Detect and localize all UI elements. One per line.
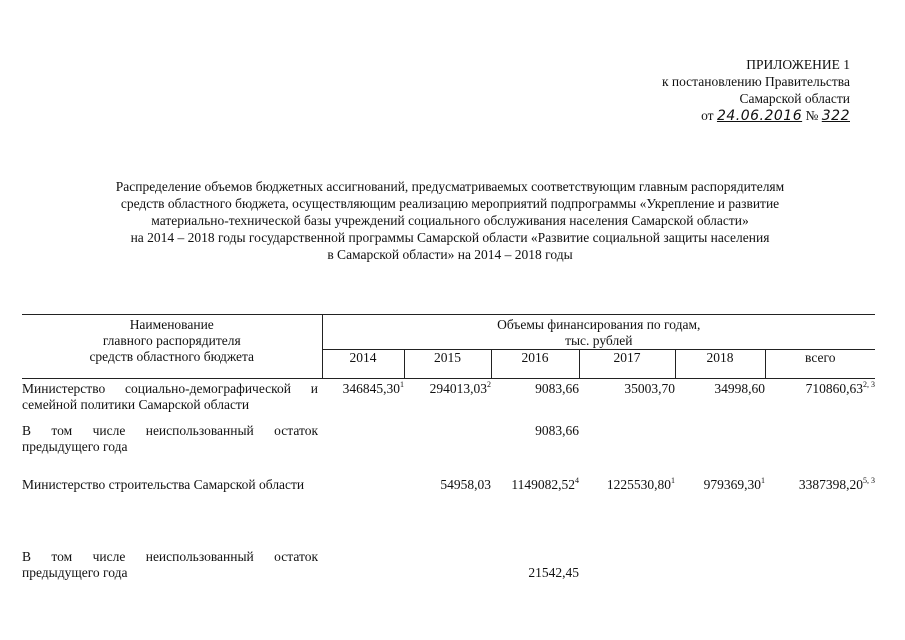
value-2015 (404, 421, 491, 475)
value-2015 (404, 529, 491, 581)
value-number: 54958,03 (440, 477, 491, 492)
footnote-ref: 4 (575, 476, 579, 485)
value-number: 294013,03 (429, 381, 487, 396)
funding-header (322, 315, 875, 350)
annex-block (600, 56, 850, 125)
title-line: Распределение объемов бюджетных ассигнований, предусматриваемых соответствующим главным распорядителям (115, 179, 785, 194)
total-header: всего (765, 350, 875, 379)
value-2018 (675, 475, 765, 529)
value-2018 (675, 421, 765, 475)
value-2018 (675, 529, 765, 581)
year-header: 2016 (491, 350, 579, 379)
value-total (765, 475, 875, 529)
value-number: 9083,66 (535, 381, 579, 396)
value-2014 (322, 475, 404, 529)
value-2014 (322, 379, 404, 422)
value-2017 (579, 421, 675, 475)
value-2016 (491, 529, 579, 581)
row-name: Министерство социально-демографической и семейной политики Самарской области (22, 381, 318, 412)
funding-header-line: тыс. рублей (565, 333, 633, 348)
value-2017 (579, 379, 675, 422)
value-2016 (491, 475, 579, 529)
footnote-ref: 1 (400, 380, 404, 389)
value-number: 34998,60 (714, 381, 765, 396)
date-prefix: от (701, 108, 714, 123)
year-header: 2015 (404, 350, 491, 379)
title-line: материально-технической базы учреждений социального обслуживания населения Самарской области» (151, 213, 749, 228)
title-line: на 2014 – 2018 годы государственной программы Самарской области «Развитие социальной защиты населения (130, 230, 770, 245)
value-number: 710860,63 (805, 381, 863, 396)
table-row (22, 421, 875, 475)
annex-line-2: Самарской области (739, 91, 850, 106)
title-line: в Самарской области» на 2014 – 2018 годы (327, 247, 573, 262)
value-2017 (579, 529, 675, 581)
value-number: 3387398,20 (798, 477, 863, 492)
table-header-row (22, 315, 875, 350)
footnote-ref: 1 (761, 476, 765, 485)
value-number: 35003,70 (624, 381, 675, 396)
document-title (30, 178, 870, 263)
row-name: Министерство строительства Самарской области (22, 477, 305, 492)
value-total (765, 529, 875, 581)
handwritten-number: 322 (821, 108, 850, 124)
footnote-ref: 2 (487, 380, 491, 389)
year-header: 2017 (579, 350, 675, 379)
row-name-text: В том числе неиспользованный остаток предыдущего года (22, 549, 318, 580)
name-header-line: главного распорядителя (102, 333, 241, 348)
name-column-header (22, 315, 322, 379)
number-prefix: № (805, 108, 819, 123)
row-name: В том числе неиспользованный остаток предыдущего года (22, 423, 318, 454)
footnote-ref: 2, 3 (863, 380, 875, 389)
value-2014 (322, 421, 404, 475)
annex-line-1: к постановлению Правительства (661, 74, 850, 89)
value-number: 1149082,52 (511, 477, 575, 492)
footnote-ref: 5, 3 (863, 476, 875, 485)
row-name (22, 529, 322, 581)
value-number: 979369,30 (703, 477, 761, 492)
table-row (22, 475, 875, 529)
value-total (765, 379, 875, 422)
annex-date-line (600, 107, 850, 125)
value-number: 9083,66 (535, 423, 579, 438)
value-2016 (491, 421, 579, 475)
name-header-line: Наименование (129, 317, 214, 332)
value-total (765, 421, 875, 475)
value-2015 (404, 379, 491, 422)
year-header: 2018 (675, 350, 765, 379)
handwritten-date: 24.06.2016 (716, 108, 803, 124)
table-row (22, 379, 875, 422)
value-2014 (322, 529, 404, 581)
value-2017 (579, 475, 675, 529)
table-row (22, 529, 875, 581)
year-header: 2014 (322, 350, 404, 379)
value-number: 346845,30 (342, 381, 400, 396)
value-2018 (675, 379, 765, 422)
name-header-line: средств областного бюджета (89, 349, 255, 364)
value-number: 21542,45 (528, 565, 579, 580)
title-line: средств областного бюджета, осуществляющим реализацию мероприятий подпрограммы «Укрепление и развитие (120, 196, 780, 211)
value-number: 1225530,80 (606, 477, 671, 492)
row-spacer (22, 531, 318, 549)
annex-heading: ПРИЛОЖЕНИЕ 1 (746, 57, 850, 72)
value-2016 (491, 379, 579, 422)
funding-header-line: Объемы финансирования по годам, (497, 317, 701, 332)
value-2015 (404, 475, 491, 529)
budget-table (22, 314, 875, 581)
footnote-ref: 1 (671, 476, 675, 485)
